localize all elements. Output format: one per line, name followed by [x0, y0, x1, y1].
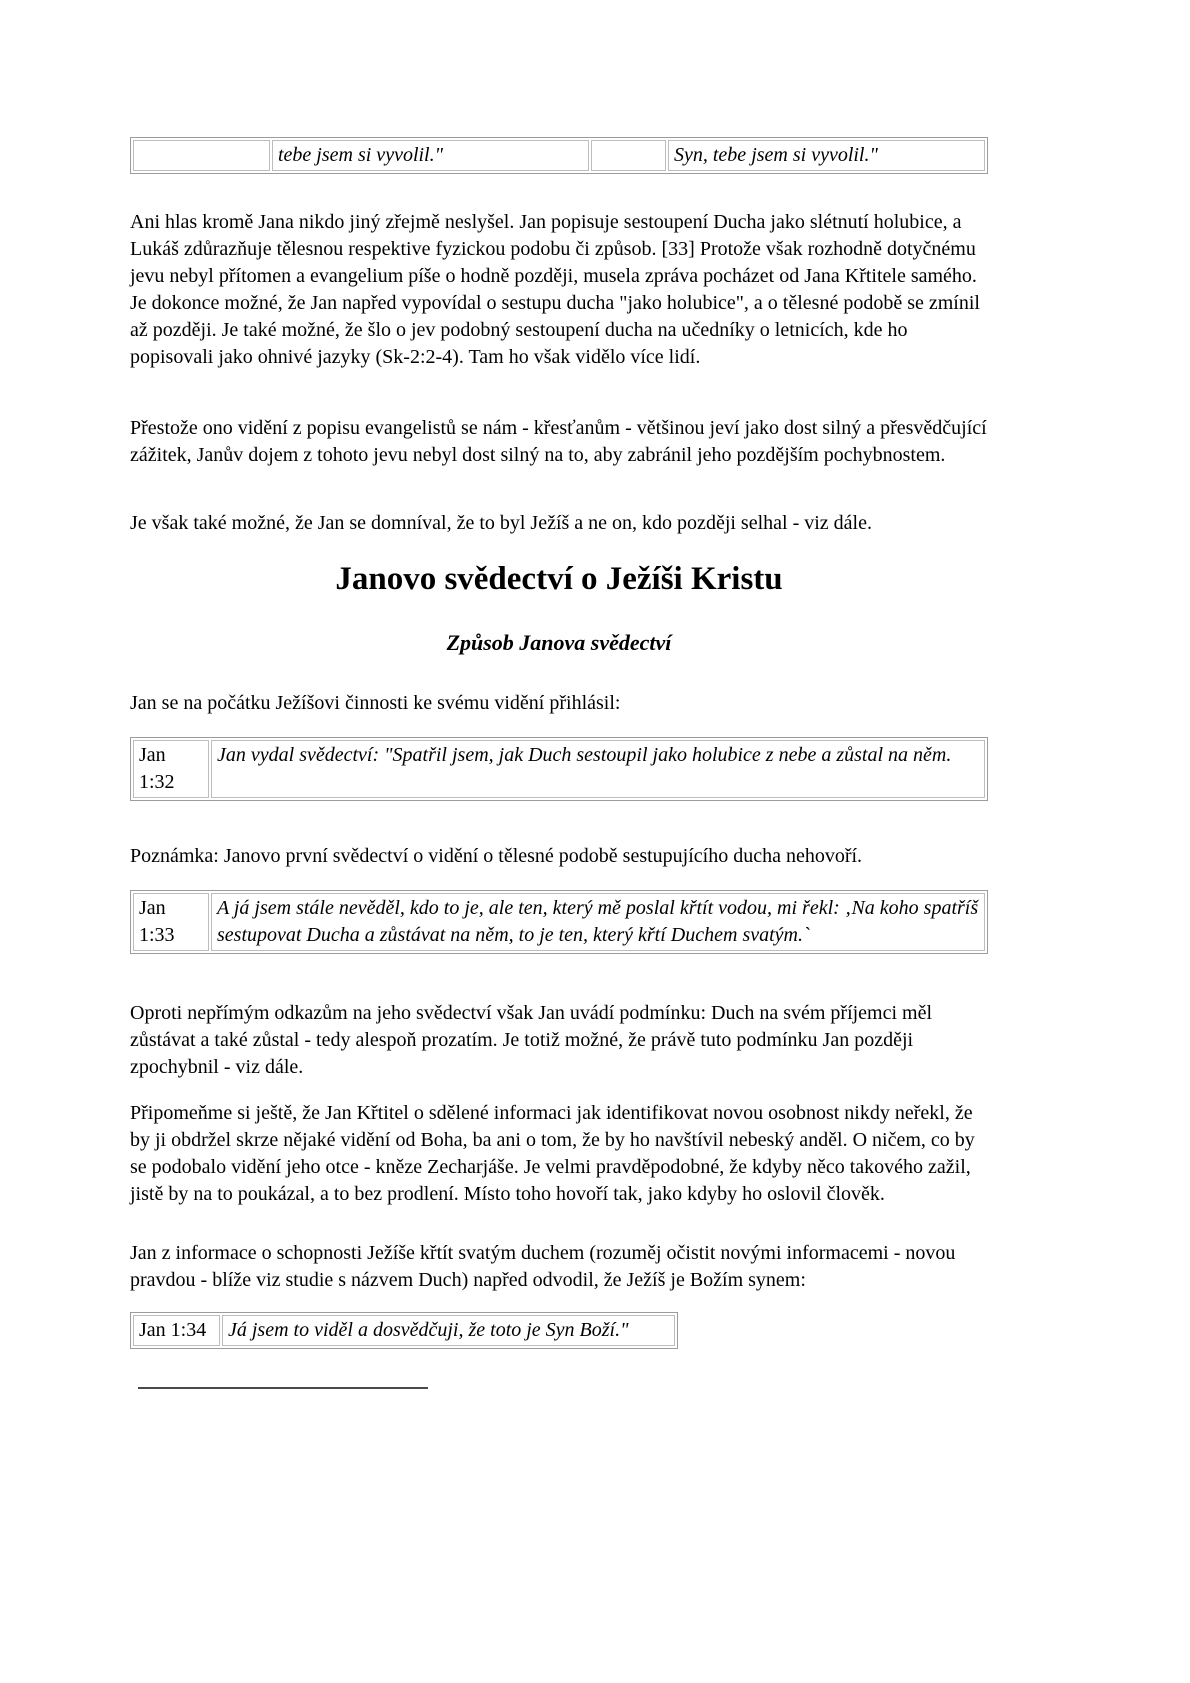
paragraph-doubts: Přestože ono vidění z popisu evangelistů se nám - křesťanům - většinou jeví jako dost silný a přesvědčující zážitek, Janův dojem z tohoto jevu nebyl dost silný na to, aby zabránil jeho pozdějším pochybnostem.	[130, 417, 987, 466]
footnote-separator	[138, 1387, 428, 1389]
paragraph-vision-description: Ani hlas kromě Jana nikdo jiný zřejmě neslyšel. Jan popisuje sestoupení Ducha jako slétnutí holubice, a Lukáš zdůrazňuje tělesnou respektive fyzickou podobu či způsob. [33] Protože však rozhodně dotyčnému jevu nebyl přítomen a evangelium píše o hodně později, musela zpráva pocházet od Jana Křtitele samého. Je dokonce možné, že Jan napřed vypovídal o sestupu ducha "jako holubice", a o tělesné podobě se zmínil až později. Je také možné, že šlo o jev podobný sestoupení ducha na učedníky o letnicích, kde ho popisovali jako ohnivé jazyky (Sk-2:2-4). Tam ho však vidělo více lidí.	[130, 211, 980, 368]
verse-table-jan-1-32	[130, 737, 988, 801]
verse-text-cell: Syn, tebe jsem si vyvolil."	[668, 140, 985, 171]
paragraph-jesus-failed: Je však také možné, že Jan se domníval, že to byl Ježíš a ne on, kdo později selhal - viz dále.	[130, 512, 872, 534]
verse-ref-cell: Jan 1:33	[133, 893, 209, 951]
continued-verse-table	[130, 137, 988, 174]
verse-table-jan-1-33	[130, 890, 988, 954]
table-row	[133, 140, 985, 171]
paragraph-conclusion: Jan z informace o schopnosti Ježíše křtít svatým duchem (rozuměj očistit novými informacemi - novou pravdou - blíže viz studie s názvem Duch) napřed odvodil, že Ježíš je Božím synem:	[130, 1242, 956, 1291]
paragraph-reminder: Připomeňme si ještě, že Jan Křtitel o sdělené informaci jak identifikovat novou osobnost nikdy neřekl, že by ji obdržel skrze nějaké vidění od Boha, ba ani o tom, že by ho navštívil nebeský anděl. O ničem, co by se podobalo vidění jeho otce - kněze Zecharjáše. Je velmi pravděpodobné, že kdyby něco takového zažil, jistě by na to poukázal, a to bez prodlení. Místo toho hovoří tak, jako kdyby ho oslovil člověk.	[130, 1102, 975, 1205]
table-row	[133, 1315, 675, 1346]
verse-ref-cell-empty	[591, 140, 666, 171]
verse-text-cell: tebe jsem si vyvolil."	[272, 140, 589, 171]
page-title: Janovo svědectví o Ježíši Kristu	[335, 561, 783, 597]
verse-ref-cell: Jan 1:32	[133, 740, 209, 798]
paragraph-intro-verse: Jan se na počátku Ježíšovi činnosti ke svému vidění přihlásil:	[130, 692, 621, 714]
paragraph-note: Poznámka: Janovo první svědectví o vidění o tělesné podobě sestupujícího ducha nehovoří.	[130, 845, 863, 867]
verse-text-cell: A já jsem stále nevěděl, kdo to je, ale ten, který mě poslal křtít vodou, mi řekl: ‚Na koho spatříš sestupovat Ducha a zůstávat na něm, to je ten, který křtí Duchem svatým.`	[211, 893, 985, 951]
paragraph-condition: Oproti nepřímým odkazům na jeho svědectví však Jan uvádí podmínku: Duch na svém příjemci měl zůstávat a také zůstal - tedy alespoň prozatím. Je totiž možné, že právě tuto podmínku Jan později zpochybnil - viz dále.	[130, 1002, 933, 1078]
table-row	[133, 740, 985, 798]
verse-text-cell: Já jsem to viděl a dosvědčuji, že toto je Syn Boží."	[222, 1315, 675, 1346]
verse-ref-cell: Jan 1:34	[133, 1315, 220, 1346]
verse-text-cell: Jan vydal svědectví: "Spatřil jsem, jak Duch sestoupil jako holubice z nebe a zůstal na něm.	[211, 740, 985, 798]
table-row	[133, 893, 985, 951]
verse-table-jan-1-34	[130, 1312, 678, 1349]
section-subheading: Způsob Janova svědectví	[446, 630, 672, 655]
verse-ref-cell-empty	[133, 140, 270, 171]
